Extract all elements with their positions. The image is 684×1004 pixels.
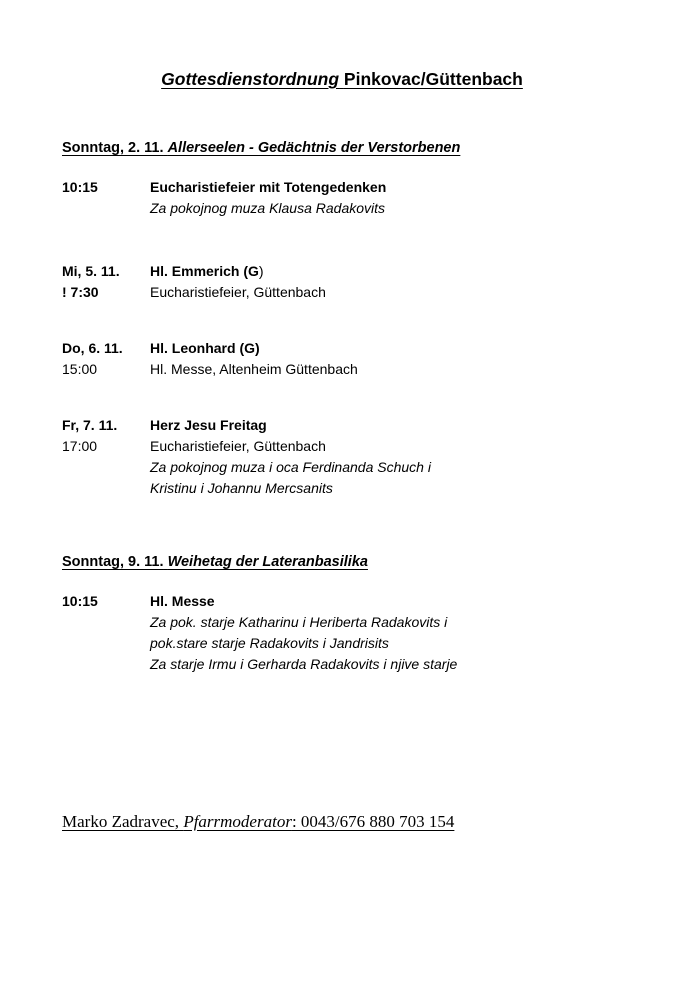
entry-title-suffix: ) [258,263,264,279]
entry-body [150,591,642,675]
entry-intention: pok.stare starje Radakovits i Jandrisits [150,635,389,651]
schedule-entry [62,359,642,380]
contact-name: Marko Zadravec, [62,812,184,831]
entry-body [150,338,642,359]
section-header [62,138,642,159]
entry-time: 10:15 [62,593,98,609]
schedule-entry [62,436,642,499]
entry-body [150,261,642,282]
section-feast: Weihetag der Lateranbasilika [167,554,368,570]
entry-intention: Za pokojnog muza i oca Ferdinanda Schuch i [150,459,431,475]
spacer [62,303,642,338]
entry-title: Herz Jesu Freitag [150,417,267,433]
page-title [0,68,684,90]
entry-title: Hl. Leonhard (G) [150,340,260,356]
entry-intention: Za pokojnog muza Klausa Radakovits [150,200,386,216]
title-main: Gottesdienstordnung [161,69,340,89]
spacer [62,219,642,261]
entry-body [150,359,642,380]
section-date: Sonntag, 2. 11. [62,140,164,156]
spacer [62,159,642,177]
entry-date: Mi, 5. 11. [62,263,120,279]
entry-time: ! 7:30 [62,284,99,300]
entry-description: Hl. Messe, Altenheim Güttenbach [150,361,358,377]
entry-description: Eucharistiefeier, Güttenbach [150,284,326,300]
entry-date: Fr, 7. 11. [62,417,118,433]
entry-date: Do, 6. 11. [62,340,123,356]
entry-title-text: Hl. Emmerich (G [150,263,259,279]
schedule-entry [62,282,642,303]
section-header [62,552,642,573]
spacer [62,380,642,415]
entry-time: 17:00 [62,438,98,454]
entry-body [150,415,642,436]
spacer [62,573,642,591]
contact-phone: : 0043/676 880 703 154 [291,812,455,831]
service-schedule [62,138,642,675]
schedule-entry [62,338,642,359]
entry-intention: Za pok. starje Katharinu i Heriberta Radakovits i [150,614,448,630]
entry-body [150,436,642,499]
schedule-entry [62,261,642,282]
schedule-entry [62,591,642,675]
footer-contact [62,811,454,833]
entry-time: 15:00 [62,361,98,377]
entry-title [150,261,642,282]
schedule-entry [62,415,642,436]
entry-title: Eucharistiefeier mit Totengedenken [150,179,387,195]
entry-intention: Za starje Irmu i Gerharda Radakovits i njive starje [150,656,458,672]
section-date: Sonntag, 9. 11. [62,554,164,570]
schedule-entry [62,177,642,219]
entry-description: Eucharistiefeier, Güttenbach [150,438,326,454]
entry-body [150,177,642,219]
title-parish: Pinkovac/Güttenbach [343,69,523,89]
entry-title: Hl. Messe [150,593,215,609]
section-feast: Allerseelen - Gedächtnis der Verstorbenen [167,140,461,156]
entry-body [150,282,642,303]
contact-role: Pfarrmoderator [183,812,292,831]
entry-intention: Kristinu i Johannu Mercsanits [150,480,333,496]
entry-time: 10:15 [62,179,98,195]
spacer [62,499,642,552]
